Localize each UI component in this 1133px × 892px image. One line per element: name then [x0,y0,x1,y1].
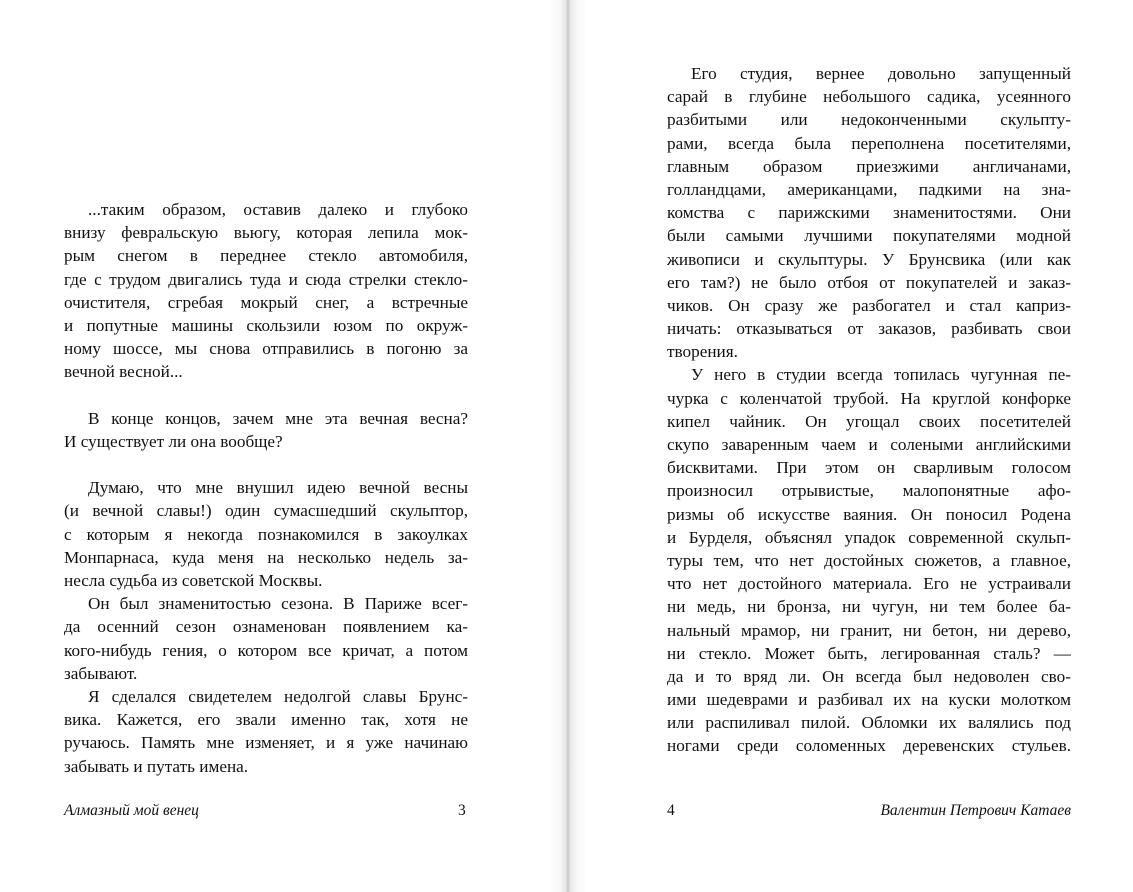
paragraph-gap [64,384,468,407]
text-line: сарай в глубине небольшого садика, усеянного [667,87,1071,107]
text-line: разбитыми или недоконченными скульпту- [667,110,1071,130]
text-line: ногами среди соломенных деревенских стульев. [667,736,1071,756]
text-line: ничать: отказываться от заказов, разбивать свои [667,319,1071,339]
text-line: бисквитами. При этом он сварливым голосом [667,458,1071,478]
text-line: кипел чайник. Он угощал своих посетителей [667,411,1071,431]
text-line: и попутные машины скользили юзом по окруж- [64,315,468,335]
text-line: были самыми лучшими покупателями модной [667,226,1071,246]
text-line: комства с парижскими знаменитостями. Они [667,203,1071,223]
text-line: ими шедеврами и разбивал их на куски молотком [667,690,1071,710]
text-line: скупо заваренным чаем и солеными английскими [667,435,1071,454]
right-page-text [667,62,1071,758]
text-line: творения. [667,342,738,362]
text-line: забывают. [64,663,138,683]
text-line: вечной весной... [64,362,183,382]
text-line: чиков. Он сразу же разбогател и стал каприз- [667,295,1071,315]
text-line: У него в студии всегда топилась чугунная пе- [691,365,1071,385]
text-line: вика. Кажется, его звали именно так, хотя не [64,710,468,730]
text-line: и Бурделя, объяснял упадок современной скульп- [667,527,1071,547]
left-running-footer-title: Алмазный мой венец [64,802,199,819]
text-line: живописи и скульптуры. У Брунсвика (или как [667,249,1071,269]
text-line: туры тем, что нет достойных сюжетов, а главное, [667,550,1071,570]
left-page-number: 3 [458,802,466,819]
text-line: кого-нибудь гения, о котором все кричат, а потом [64,640,468,660]
text-line: Я сделался свидетелем недолгой славы Брунс- [88,686,468,706]
text-line: Монпарнаса, куда меня на несколько недель за- [64,547,468,567]
text-line: произносил отрывистые, малопонятные афо- [667,481,1071,501]
text-line: несла судьба из советской Москвы. [64,571,323,590]
text-line: чурка с коленчатой трубой. На круглой конфорке [667,388,1071,408]
text-line: ни медь, ни бронза, ни чугун, ни тем более ба- [667,597,1071,617]
text-line: рым снегом в переднее стекло автомобиля, [64,246,468,266]
right-page [567,0,1133,892]
text-line: (и вечной славы!) один сумасшедший скульптор, [64,501,468,521]
paragraph-gap [64,453,468,476]
text-line: его там?) не было отбоя от покупателей и заказ- [667,272,1071,292]
text-line: что нет достойного материала. Его не устраивали [667,574,1071,594]
text-line: внизу февральскую вьюгу, которая лепила мок- [64,223,468,243]
text-line: голландцами, американцами, падкими на зна- [667,179,1071,199]
text-line: да осенний сезон ознаменован появлением ка- [64,617,468,637]
text-line: нальный мрамор, ни гранит, ни бетон, ни дерево, [667,620,1071,640]
text-line: рами, всегда была переполнена посетителями, [667,133,1071,153]
text-line: забывать и путать имена. [64,756,249,776]
text-line: ...таким образом, оставив далеко и глубоко [88,200,468,219]
text-line: ни стекло. Может быть, легированная сталь? — [667,643,1071,663]
text-line: И существует ли она вообще? [64,431,283,451]
text-line: ному шоссе, мы снова отправились в погоню за [64,339,468,359]
text-line: или распиливал пилой. Обломки их валялись под [667,713,1071,733]
right-running-footer-title: Валентин Петрович Катаев [880,802,1071,819]
text-line: ручаюсь. Память мне изменяет, и я уже начинаю [64,733,468,753]
text-line: с которым я некогда познакомился в закоулках [64,524,468,544]
text-line: да и то вряд ли. Он всегда был недоволен сво- [667,666,1071,686]
text-line: Он был знаменитостью сезона. В Париже всег- [88,594,468,614]
text-line: ризмы об искусстве ваяния. Он поносил Родена [667,504,1071,524]
text-line: где с трудом двигались туда и сюда стрелки стекло- [64,269,468,289]
text-line: Думаю, что мне внушил идею вечной весны [88,478,468,498]
text-line: В конце концов, зачем мне эта вечная весна? [88,408,468,428]
text-line: Его студия, вернее довольно запущенный [691,64,1071,83]
text-line: очистителя, сгребая мокрый снег, а встречные [64,292,468,312]
right-page-number: 4 [667,802,675,819]
text-line: главным образом приезжими англичанами, [667,156,1071,176]
left-page-text [64,198,468,778]
left-page [0,0,566,892]
